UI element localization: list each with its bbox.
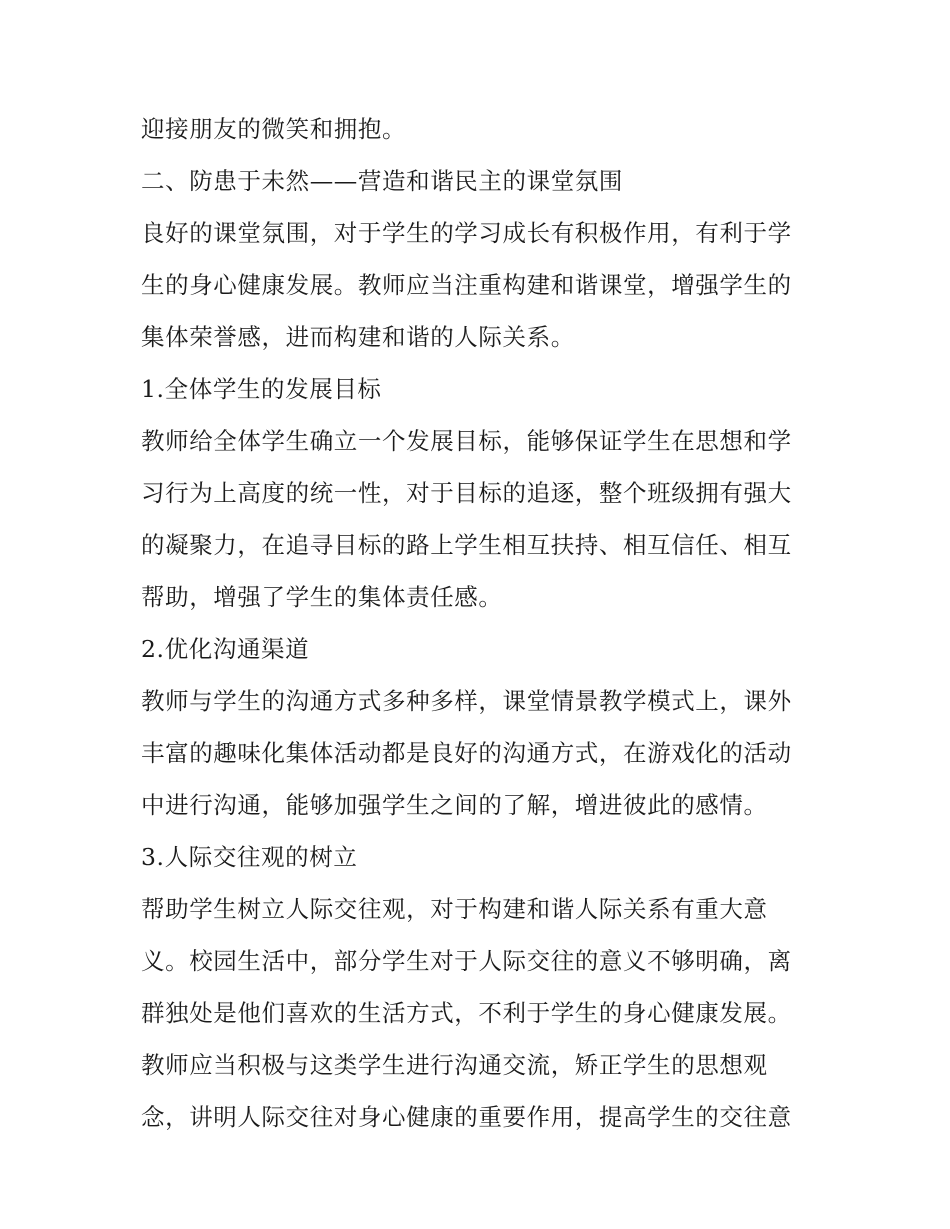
subsection-heading-3: 3.人际交往观的树立 (141, 843, 358, 871)
paragraph-line: 良好的课堂氛围，对于学生的学习成长有积极作用，有利于学 (141, 219, 792, 247)
subsection-heading-1: 1.全体学生的发展目标 (141, 375, 382, 403)
paragraph-line: 教师与学生的沟通方式多种多样，课堂情景教学模式上，课外 (141, 687, 792, 715)
paragraph-line: 义。校园生活中，部分学生对于人际交往的意义不够明确，离 (141, 947, 792, 975)
paragraph-line: 的凝聚力，在追寻目标的路上学生相互扶持、相互信任、相互 (141, 531, 792, 559)
paragraph-line: 习行为上高度的统一性，对于目标的追逐，整个班级拥有强大 (141, 479, 792, 507)
paragraph-line: 教师应当积极与这类学生进行沟通交流，矫正学生的思想观 (141, 1051, 768, 1079)
paragraph-line: 教师给全体学生确立一个发展目标，能够保证学生在思想和学 (141, 427, 792, 455)
paragraph-line: 集体荣誉感，进而构建和谐的人际关系。 (141, 323, 575, 351)
section-heading: 二、防患于未然——营造和谐民主的课堂氛围 (141, 167, 623, 195)
paragraph-line: 生的身心健康发展。教师应当注重构建和谐课堂，增强学生的 (141, 271, 792, 299)
paragraph-line: 群独处是他们喜欢的生活方式，不利于学生的身心健康发展。 (141, 999, 792, 1027)
paragraph-line: 中进行沟通，能够加强学生之间的了解，增进彼此的感情。 (141, 791, 768, 819)
text-line-continuation: 迎接朋友的微笑和拥抱。 (141, 115, 407, 143)
paragraph-line: 帮助学生树立人际交往观，对于构建和谐人际关系有重大意 (141, 895, 768, 923)
subsection-heading-2: 2.优化沟通渠道 (141, 635, 310, 663)
paragraph-line: 帮助，增强了学生的集体责任感。 (141, 583, 503, 611)
paragraph-line: 念，讲明人际交往对身心健康的重要作用，提高学生的交往意 (141, 1103, 792, 1131)
paragraph-line: 丰富的趣味化集体活动都是良好的沟通方式，在游戏化的活动 (141, 739, 792, 767)
